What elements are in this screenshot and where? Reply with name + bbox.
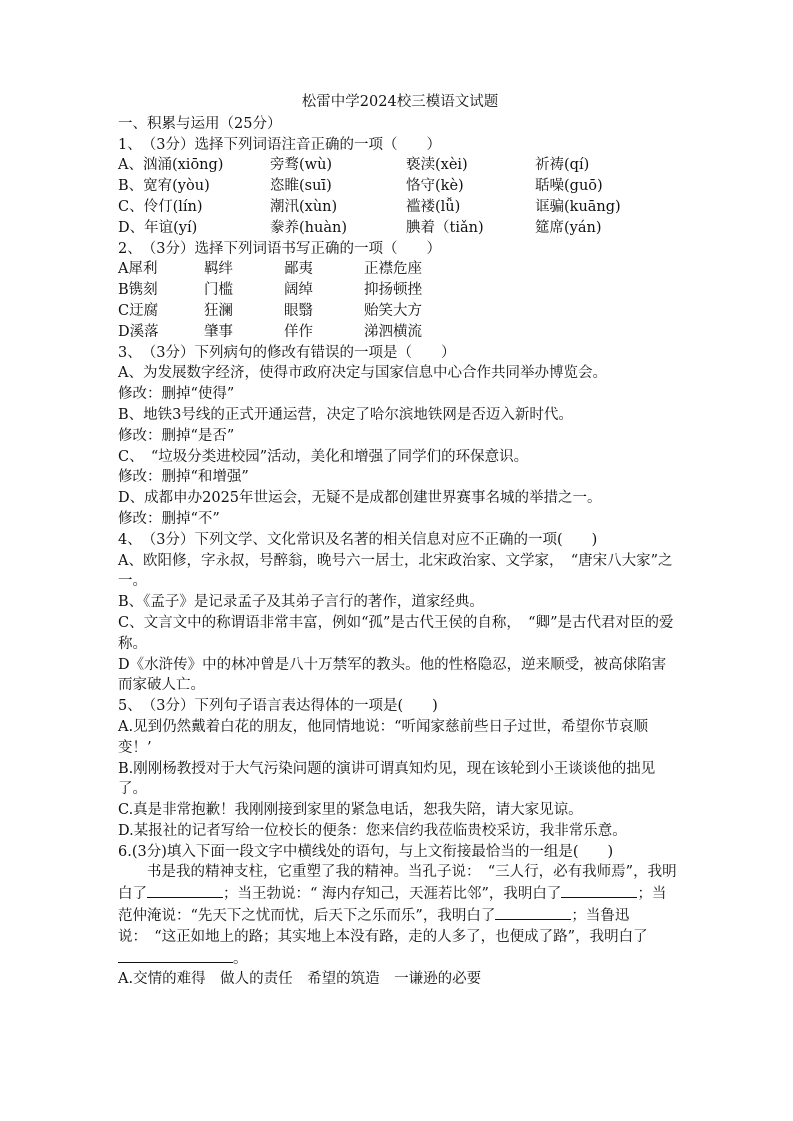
q6-passage-2: ；当王勃说：“ 海内存知己，天涯若比邻”，我明白了 xyxy=(223,886,562,903)
q3-fix-c: 修改：删掉“和增强” xyxy=(118,469,249,486)
q4-option-a: A、欧阳修，字永叔，号醉翁，晚号六一居士，北宋政治家、文学家， “唐宋八大家”之一。 xyxy=(118,552,673,590)
q4-option-c: C、文言文中的称谓语非常丰富，例如“孤”是古代王侯的自称， “卿”是古代君对臣的爱称。 xyxy=(118,614,674,652)
q1-a-2: 旁骛(wù) xyxy=(270,157,333,174)
q5-option-d: D.某报社的记者写给一位校长的便条：您来信约我莅临贵校采访，我非常乐意。 xyxy=(118,822,627,839)
q1-option-d xyxy=(118,218,678,239)
q2-option-d xyxy=(118,322,678,343)
q1-a-3: 亵渎(xèi) xyxy=(406,157,468,174)
q6-blank-2 xyxy=(561,883,637,898)
q6-blank-3 xyxy=(495,905,571,920)
q3-fix-d: 修改：删掉“不” xyxy=(118,510,220,527)
q4-option-d: D《水浒传》中的林冲曾是八十万禁军的教头。他的性格隐忍，逆来顺受，被高俅陷害而家破人亡。 xyxy=(118,656,667,694)
q1-d-3: 腆着（tiǎn) xyxy=(406,219,484,236)
q6-passage-3: ；当范仲淹说：“先天下之忧而忧，后天下之乐而乐”，我明白了 xyxy=(118,886,667,925)
q6-blank-4 xyxy=(118,948,233,963)
q3-fix-b: 修改：删掉“是否” xyxy=(118,427,235,444)
q2-d-3: 佯作 xyxy=(284,323,313,340)
q1-c-3: 褴褛(lǚ) xyxy=(406,198,461,215)
q1-stem: 1、 （3分）选择下列词语注音正确的一项（ ） xyxy=(118,136,441,153)
q1-d-1: D、年谊(yí) xyxy=(118,219,198,236)
q3-option-c: C、 “垃圾分类进校园”活动，美化和增强了同学们的环保意识。 xyxy=(118,448,529,465)
q1-option-c xyxy=(118,197,678,218)
section-heading: 一、积累与运用（25分） xyxy=(118,115,282,132)
q1-b-4: 聒噪(guō) xyxy=(535,178,603,195)
q6-passage-5: 。 xyxy=(233,950,248,967)
q2-a-4: 正襟危座 xyxy=(364,261,422,278)
q2-c-3: 眼翳 xyxy=(284,302,313,319)
q2-option-b xyxy=(118,280,678,301)
q1-a-1: A、汹涌(xiōng) xyxy=(118,157,224,174)
q1-b-3: 恪守(kè) xyxy=(406,178,464,195)
q5-stem: 5、 （3分）下列句子语言表达得体的一项是( ) xyxy=(118,698,438,715)
q2-b-4: 抑扬顿挫 xyxy=(364,282,422,299)
q1-c-4: 诓骗(kuāng) xyxy=(535,198,621,215)
q4-option-b: B、《孟子》是记录孟子及其弟子言行的著作，道家经典。 xyxy=(118,594,484,611)
q2-option-c xyxy=(118,301,678,322)
q2-b-3: 阔绰 xyxy=(284,282,313,299)
q5-option-a: A.见到仍然戴着白花的朋友，他同情地说：“听闻家慈前些日子过世，希望你节哀顺变！’ xyxy=(118,718,648,756)
q1-a-4: 祈祷(qí) xyxy=(535,157,590,174)
q2-c-2: 狂澜 xyxy=(204,302,233,319)
q2-b-1: B镌刻 xyxy=(118,282,158,299)
q2-options xyxy=(118,259,678,342)
q2-a-2: 羁绊 xyxy=(204,261,233,278)
q2-a-1: A犀利 xyxy=(118,261,158,278)
q1-c-1: C、伶仃(lín) xyxy=(118,198,203,215)
q5-option-b: B.刚刚杨教授对于大气污染问题的演讲可谓真知灼见，现在该轮到小王谈谈他的拙见了。 xyxy=(118,760,656,798)
q1-d-2: 豢养(huàn) xyxy=(270,219,347,236)
q2-a-3: 鄙夷 xyxy=(284,261,313,278)
q3-option-a: A、为发展数字经济，使得市政府决定与国家信息中心合作共同举办博览会。 xyxy=(118,365,607,382)
q1-b-2: 恣睢(suī) xyxy=(270,178,332,195)
q6-passage-1: 书是我的精神支柱，它重塑了我的精神。当孔子说： “三人行，必有我师焉”，我明白了 xyxy=(118,864,677,903)
q3-fix-a: 修改：删掉“使得” xyxy=(118,386,235,403)
q3-option-b: B、地铁3号线的正式开通运营，决定了哈尔滨地铁网是否迈入新时代。 xyxy=(118,406,573,423)
q2-option-a xyxy=(118,259,678,280)
q3-stem: 3、 （3分）下列病句的修改有错误的一项是（ ） xyxy=(118,344,456,361)
q6-passage xyxy=(118,862,678,969)
q2-b-2: 门槛 xyxy=(204,282,233,299)
q1-d-4: 筵席(yán) xyxy=(535,219,602,236)
q4-stem: 4、 （3分）下列文学、文化常识及名著的相关信息对应不正确的一项( ) xyxy=(118,531,598,548)
exam-page xyxy=(118,92,678,990)
q5-option-c: C.真是非常抱歉！我刚刚接到家里的紧急电话，恕我失陪，请大家见谅。 xyxy=(118,802,583,819)
q1-options xyxy=(118,155,678,238)
q2-c-4: 贻笑大方 xyxy=(364,302,422,319)
q2-d-1: D溪落 xyxy=(118,323,159,340)
q2-stem: 2、 （3分）选择下列词语书写正确的一项（ ） xyxy=(118,240,441,257)
q2-c-1: C迂腐 xyxy=(118,302,159,319)
page-title: 松雷中学2024校三模语文试题 xyxy=(301,94,499,110)
q2-d-4: 涕泗横流 xyxy=(364,323,422,340)
q2-d-2: 肇事 xyxy=(204,323,233,340)
q6-option-a: A.交情的难得 做人的责任 希望的筑造 一谦逊的必要 xyxy=(118,971,482,988)
q3-option-d: D、成都申办2025年世运会，无疑不是成都创建世界赛事名城的举措之一。 xyxy=(118,490,602,507)
q6-passage-4: ；当鲁迅说： “这正如地上的路；其实地上本没有路，走的人多了，也便成了路”，我明白了 xyxy=(118,908,648,945)
q6-stem: 6.(3分)填入下面一段文字中横线处的语句，与上文衔接最恰当的一组是( ) xyxy=(118,843,614,860)
q1-c-2: 潮汛(xùn) xyxy=(270,198,338,215)
q1-option-b xyxy=(118,176,678,197)
q6-blank-1 xyxy=(147,883,223,898)
q1-b-1: B、宽宥(yòu) xyxy=(118,178,210,195)
q1-option-a xyxy=(118,155,678,176)
